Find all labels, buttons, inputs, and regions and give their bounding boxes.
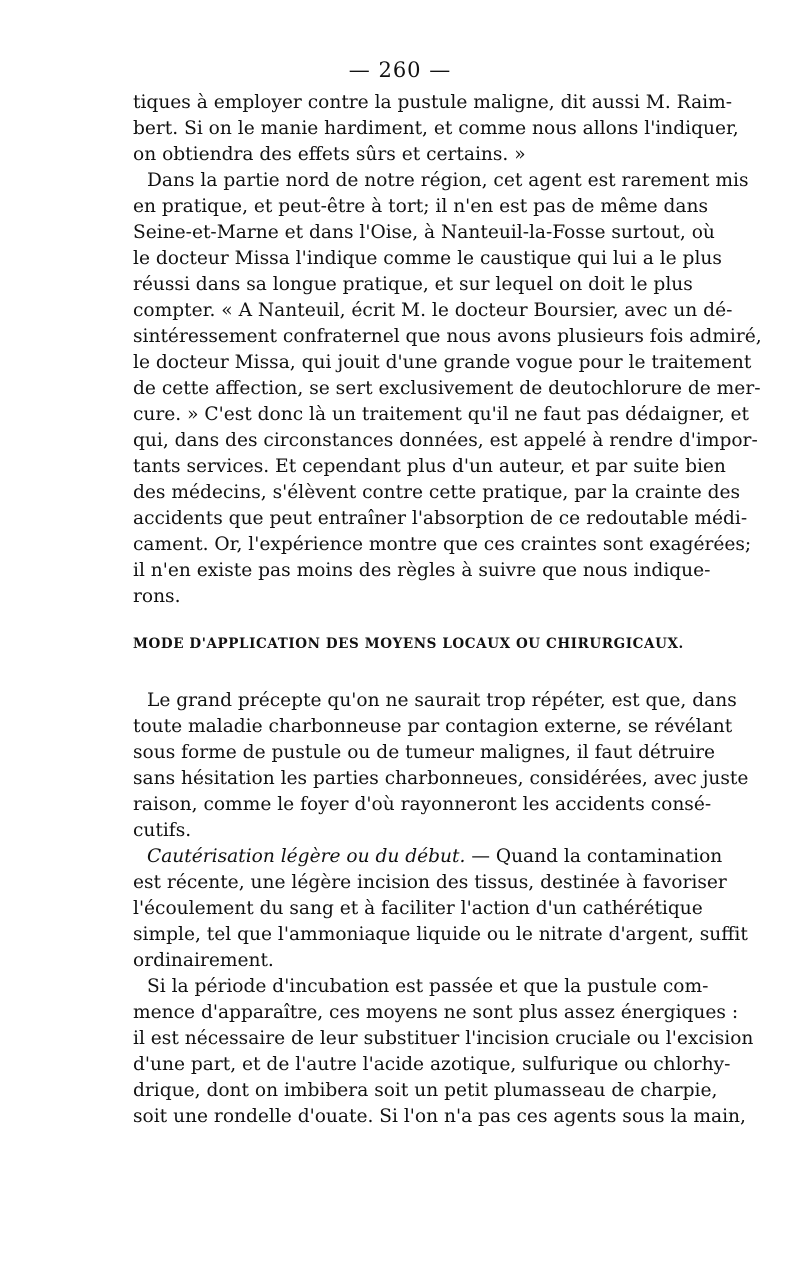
text-fragment: — Quand la contamination bbox=[465, 846, 723, 867]
paragraph-block-1 bbox=[133, 90, 762, 610]
text-line: en pratique, et peut-être à tort; il n'en est pas de même dans bbox=[133, 196, 709, 217]
text-line: mence d'apparaître, ces moyens ne sont plus assez énergiques : bbox=[133, 1002, 739, 1023]
paragraph-block-3 bbox=[133, 844, 754, 1130]
text-line: Dans la partie nord de notre région, cet agent est rarement mis bbox=[147, 170, 749, 191]
text-line bbox=[133, 844, 723, 870]
text-line: on obtiendra des effets sûrs et certains. » bbox=[133, 144, 526, 165]
text-line: Seine-et-Marne et dans l'Oise, à Nanteuil-la-Fosse surtout, où bbox=[133, 222, 715, 243]
text-line: sans hésitation les parties charbonneues, considérées, avec juste bbox=[133, 768, 749, 789]
text-line: drique, dont on imbibera soit un petit plumasseau de charpie, bbox=[133, 1080, 718, 1101]
text-line: des médecins, s'élèvent contre cette pratique, par la crainte des bbox=[133, 482, 741, 503]
text-line: soit une rondelle d'ouate. Si l'on n'a pas ces agents sous la main, bbox=[133, 1106, 746, 1127]
text-line: Si la période d'incubation est passée et que la pustule com- bbox=[147, 976, 709, 997]
text-line: bert. Si on le manie hardiment, et comme nous allons l'indiquer, bbox=[133, 118, 739, 139]
text-line: le docteur Missa, qui jouit d'une grande vogue pour le traitement bbox=[133, 352, 752, 373]
text-line: de cette affection, se sert exclusivement de deutochlorure de mer- bbox=[133, 378, 761, 399]
text-line: qui, dans des circonstances données, est appelé à rendre d'impor- bbox=[133, 430, 758, 451]
text-line: est récente, une légère incision des tissus, destinée à favoriser bbox=[133, 872, 727, 893]
text-line: compter. « A Nanteuil, écrit M. le docteur Boursier, avec un dé- bbox=[133, 300, 733, 321]
text-line: cament. Or, l'expérience montre que ces craintes sont exagérées; bbox=[133, 534, 752, 555]
text-line: réussi dans sa longue pratique, et sur lequel on doit le plus bbox=[133, 274, 693, 295]
text-line: tants services. Et cependant plus d'un auteur, et par suite bien bbox=[133, 456, 726, 477]
paragraph-block-2 bbox=[133, 688, 749, 844]
text-line: Le grand précepte qu'on ne saurait trop répéter, est que, dans bbox=[147, 690, 737, 711]
italic-subheading: Cautérisation légère ou du début. bbox=[147, 846, 466, 867]
text-line: il n'en existe pas moins des règles à suivre que nous indique- bbox=[133, 560, 711, 581]
text-line: cure. » C'est donc là un traitement qu'il ne faut pas dédaigner, et bbox=[133, 404, 750, 425]
text-line: accidents que peut entraîner l'absorption de ce redoutable médi- bbox=[133, 508, 748, 529]
text-line: sintéressement confraternel que nous avons plusieurs fois admiré, bbox=[133, 326, 762, 347]
section-heading: MODE D'APPLICATION DES MOYENS LOCAUX OU CHIRURGICAUX. bbox=[133, 636, 684, 652]
text-line: ordinairement. bbox=[133, 950, 274, 971]
text-line: toute maladie charbonneuse par contagion externe, se révélant bbox=[133, 716, 733, 737]
text-line: cutifs. bbox=[133, 820, 192, 841]
text-line: d'une part, et de l'autre l'acide azotique, sulfurique ou chlorhy- bbox=[133, 1054, 731, 1075]
text-line: simple, tel que l'ammoniaque liquide ou le nitrate d'argent, suffit bbox=[133, 924, 748, 945]
text-line: tiques à employer contre la pustule maligne, dit aussi M. Raim- bbox=[133, 92, 733, 113]
text-line: l'écoulement du sang et à faciliter l'action d'un cathérétique bbox=[133, 898, 703, 919]
text-line: rons. bbox=[133, 586, 181, 607]
text-line: raison, comme le foyer d'où rayonneront les accidents consé- bbox=[133, 794, 712, 815]
text-line: le docteur Missa l'indique comme le caustique qui lui a le plus bbox=[133, 248, 722, 269]
page-number-header: — 260 — bbox=[348, 58, 452, 82]
text-line: sous forme de pustule ou de tumeur malignes, il faut détruire bbox=[133, 742, 716, 763]
text-line: il est nécessaire de leur substituer l'incision cruciale ou l'excision bbox=[133, 1028, 754, 1049]
